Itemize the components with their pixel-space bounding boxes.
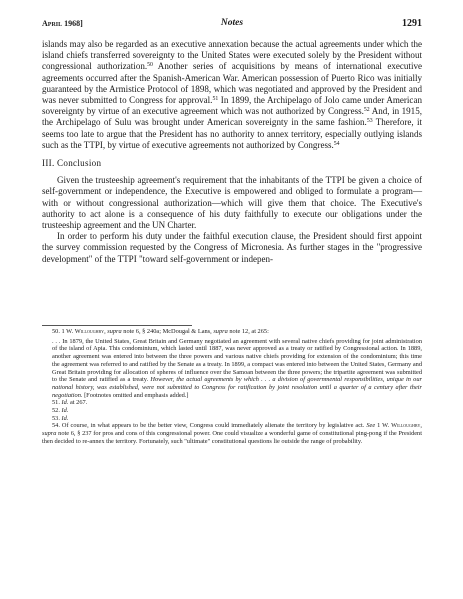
footnotes — [42, 328, 422, 446]
footnote-54 — [42, 422, 422, 445]
text-run: Another series of acquisitions by means of international executive agreements occurred after the Spanish-American War. American possession of Puerto Rico was initially guaranteed by the Armistice Protocol of 1898, which was negotiated and approved by the President and was never submitted to Congress for approval. — [42, 61, 422, 106]
text-run: See — [366, 422, 376, 430]
text-run: And, in 1915, the Archipelago of Sulu was brought under American sovereignty in the same fashion. — [42, 106, 422, 128]
paragraph-executive-annexation — [42, 39, 422, 151]
main-text — [42, 39, 422, 265]
footnote-ref: 50 — [147, 62, 153, 69]
text-run: 53. — [52, 414, 62, 422]
text-run: [Footnotes omitted and emphasis added.] — [82, 391, 189, 399]
footnote-ref: 52 — [363, 107, 370, 114]
text-run: . . . In 1879, the United States, Great Britain and Germany negotiated an agreement with several native chiefs providing for joint administration of the island of Apia. This condominium, which lasted until 1887, was never approved as a treaty or ratified by Congressional action. In 1889, another agreement was entered into between the three powers and various native chiefs providing for extension of the condominium; this time the agreement was referred to and ratified by the Senate as a treaty. In 1899, a compact was entered into between the United States, Germany and Great Britain providing for allocation of spheres of influence over the Samoan between the three powers; the tripartite agreement was submitted to the Senate and ratified as a treaty. — [52, 337, 422, 384]
text-run: 1 W. — [375, 422, 392, 430]
footnote-ref: 54 — [333, 140, 340, 147]
text-run: , — [420, 422, 422, 430]
text-run: Id. — [61, 414, 69, 422]
header-date: April 1968] — [42, 19, 83, 28]
footnote-50-quote — [42, 338, 422, 400]
text-run: supra — [213, 328, 228, 335]
text-run: islands may also be regarded as an executive annexation because the actual agreements under which the island chiefs transferred sovereignty to the United States were executed solely by the President without congressional authorization. — [42, 39, 422, 72]
footnote-50 — [42, 328, 422, 336]
footnote-52 — [42, 407, 422, 415]
paragraph-conclusion: Given the trusteeship agreement's requirement that the inhabitants of the TTPI be given a choice of self-government or independence, the Executive is empowered and obliged to formulate a program—with or without congressional authorization—which will give them that choice. The Executive's authority to act alone is a consequence of his duty faithfully to execute our obligations under the trusteeship agreement and the UN Charter. — [42, 175, 422, 231]
text-run: In 1899, the Archipelago of Jolo came under American sovereignty by virtue of an executive agreement which was not authorized by Congress. — [42, 95, 422, 117]
text-run: at 267. — [68, 399, 88, 407]
text-run: 54. Of course, in what appears to be the better view, Congress could immediately alienate the territory by legislative act. — [52, 422, 367, 430]
text-run: supra — [107, 328, 122, 335]
text-run: Willoughby — [74, 328, 105, 335]
text-run: note 12, at 265: — [227, 328, 269, 335]
text-run: 50. 1 W. — [52, 328, 75, 335]
text-run: note 6, § 237 for pros and cons of this congressional power. One could visualize a wonderful game of constitutional ping-pong if the President then decided to re-annex the territory. Fortunately, such "ultimate" constitutional questions lie outside the range of probability. — [42, 430, 422, 445]
text-run: note 6, § 240a; McDougal & Lans, — [121, 328, 214, 335]
footnote-53 — [42, 415, 422, 423]
paragraph-survey-commission: In order to perform his duty under the faithful execution clause, the President should first appoint the survey commission requested by the Congress of Micronesia. As further stages in the "progressive development" of the TTPI "toward self-government or indepen- — [42, 231, 422, 264]
footnote-divider — [42, 325, 192, 326]
text-run: Therefore, it seems too late to argue that the President has no authority to annex territory, especially outlying islands such as the TTPI, by virtue of executive agreements not authorized by Congress. — [42, 117, 423, 150]
text-run: 52. — [52, 407, 62, 415]
text-run: Id. — [61, 407, 69, 415]
page-number: 1291 — [402, 18, 422, 29]
text-run: Id. — [61, 399, 69, 407]
text-run: supra — [42, 430, 57, 438]
text-run: However, the actual agreements by which . . . a division of governmental responsibilities, unique in our national history, was established, were not submitted to Congress for ratification by joint resolution until a quarter of a century after their negotiation. — [52, 376, 422, 399]
section-title: III. Conclusion — [42, 158, 102, 169]
text-run: 51. — [52, 399, 62, 407]
header-title: Notes — [220, 18, 244, 28]
footnote-51 — [42, 399, 422, 407]
running-header — [42, 19, 422, 31]
text-run: Willoughby — [391, 422, 421, 430]
footnote-ref: 53 — [366, 118, 373, 125]
text-run: , — [104, 328, 108, 335]
footnote-ref: 51 — [212, 96, 219, 103]
